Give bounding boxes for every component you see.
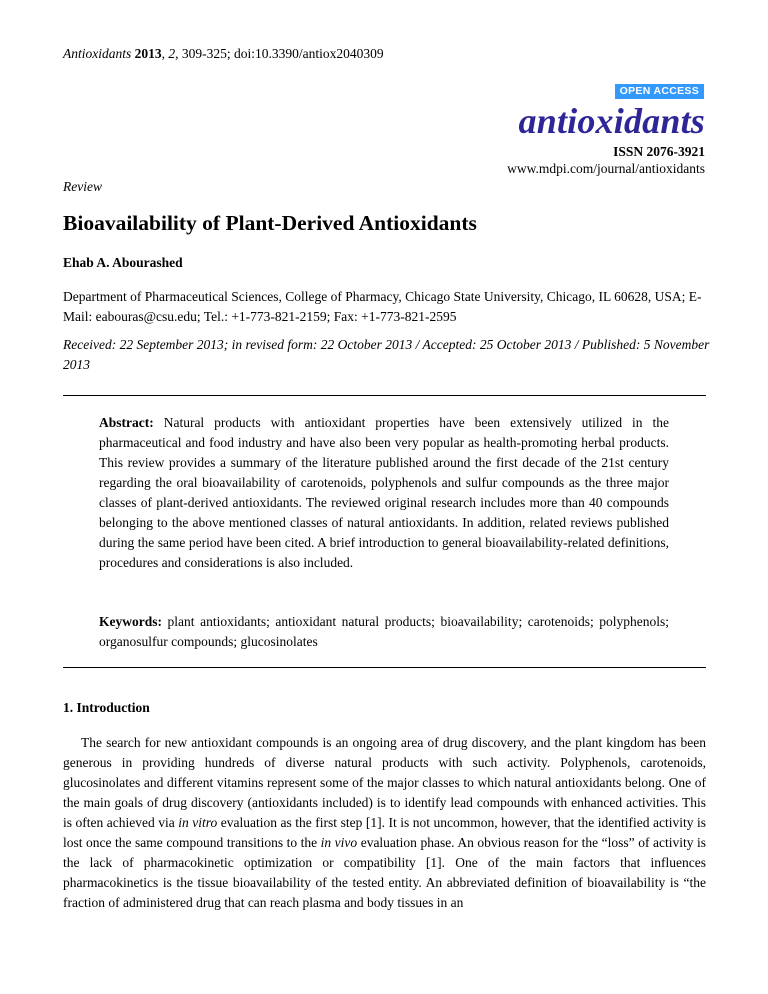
article-type: Review	[63, 179, 102, 194]
abstract-label: Abstract:	[99, 415, 154, 430]
journal-url[interactable]: www.mdpi.com/journal/antioxidants	[507, 161, 705, 176]
citation-journal: Antioxidants	[63, 46, 132, 61]
abstract	[99, 413, 669, 573]
journal-citation: Antioxidants 2013, 2, 309-325; doi:10.3390/antiox2040309	[63, 46, 384, 61]
journal-logo-text: antioxidants	[518, 101, 705, 141]
intro-in-vitro: in vitro	[178, 815, 218, 830]
divider-bottom	[63, 667, 706, 668]
citation-year: 2013	[134, 46, 162, 61]
keywords-text: plant antioxidants; antioxidant natural products; bioavailability; carotenoids; polyphenols; organosulfur compounds; glucosinolates	[99, 614, 669, 649]
keywords	[99, 612, 669, 652]
intro-text-3: evaluation phase. An obvious reason for the “loss” of activity is the lack of pharmacokinetic optimization or compatibility [1]. One of the main factors that influences pharmacokinetics is the tissue bioavailability of the tested entity. An abbreviated definition of bioavailability is “the fraction of administered drug that can reach plasma and body tissues in an	[63, 835, 706, 910]
keywords-label: Keywords:	[99, 614, 162, 629]
intro-in-vivo: in vivo	[320, 835, 358, 850]
publication-dates: Received: 22 September 2013; in revised form: 22 October 2013 / Accepted: 25 October 2013 / Published: 5 November 2013	[63, 337, 710, 372]
author-affiliation: Department of Pharmaceutical Sciences, College of Pharmacy, Chicago State University, Chicago, IL 60628, USA; E-Mail: eabouras@csu.edu; Tel.: +1-773-821-2159; Fax: +1-773-821-2595	[63, 289, 702, 324]
article-title: Bioavailability of Plant-Derived Antioxidants	[63, 211, 477, 235]
citation-volume: 2	[168, 46, 176, 61]
open-access-badge: OPEN ACCESS	[615, 84, 704, 99]
intro-text-1: The search for new antioxidant compounds is an ongoing area of drug discovery, and the plant kingdom has been generous in providing hundreds of diverse natural products with such activity. Polyphenols, carotenoids, glucosinolates and different vitamins represent some of the major classes to which natural antioxidants belong. One of the main goals of drug discovery (antioxidants included) is to identify lead compounds with enhanced activities. This is often achieved via	[63, 735, 706, 830]
issn: ISSN 2076-3921	[613, 144, 705, 159]
section-heading-introduction: 1. Introduction	[63, 700, 150, 715]
citation-pages-doi: , 309-325; doi:10.3390/antiox2040309	[175, 46, 384, 61]
author-name: Ehab A. Abourashed	[63, 255, 183, 270]
divider-top	[63, 395, 706, 396]
introduction-paragraph	[63, 733, 706, 913]
intro-text-2: evaluation as the first step [1]. It is not uncommon, however, that the identified activity is lost once the same compound transitions to the	[63, 815, 706, 850]
abstract-text: Natural products with antioxidant properties have been extensively utilized in the pharmaceutical and food industry and have also been very popular as health-promoting herbal products. This review provides a summary of the literature published around the first decade of the 21st century regarding the oral bioavailability of carotenoids, polyphenols and sulfur compounds as the three major classes of plant-derived antioxidants. The reviewed original research includes more than 40 compounds belonging to the above mentioned classes of natural antioxidants. In addition, related reviews published during the same period have been cited. A brief introduction to general bioavailability-related definitions, procedures and considerations is also included.	[99, 415, 669, 570]
